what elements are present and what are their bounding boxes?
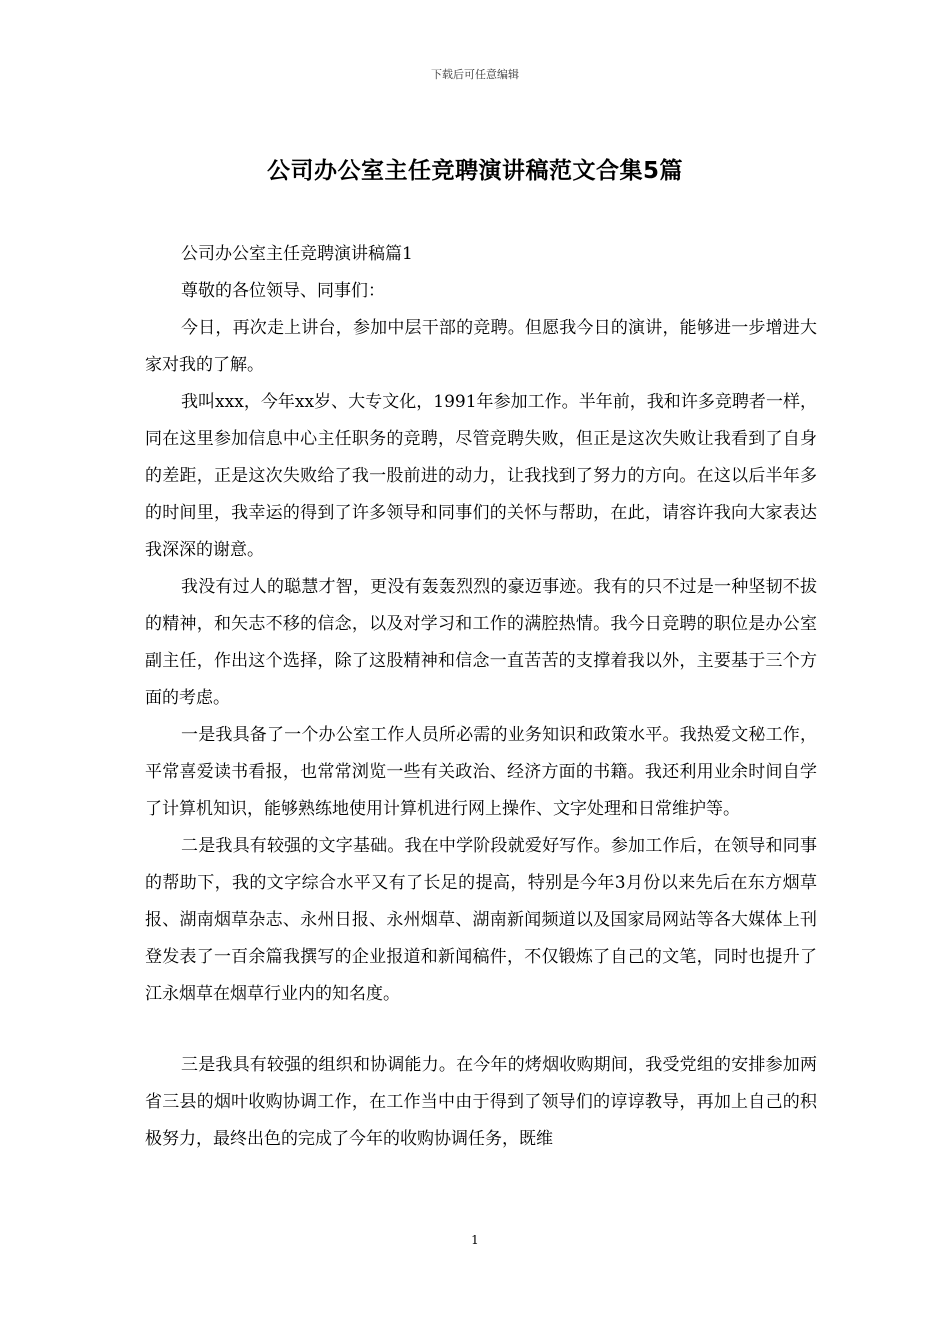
document-body <box>145 236 817 1158</box>
header-note: 下载后可任意编辑 <box>431 68 519 81</box>
paragraph: 三是我具有较强的组织和协调能力。在今年的烤烟收购期间，我受党组的安排参加两省三县的烟叶收购协调工作，在工作当中由于得到了领导们的谆谆教导，再加上自己的积极努力，最终出色的完成了今年的收购协调任务，既维 <box>145 1055 817 1149</box>
paragraph: 今日，再次走上讲台，参加中层干部的竞聘。但愿我今日的演讲，能够进一步增进大家对我的了解。 <box>145 318 817 375</box>
page-number: 1 <box>471 1233 479 1247</box>
paragraph: 我叫xxx，今年xx岁、大专文化，1991年参加工作。半年前，我和许多竞聘者一样，同在这里参加信息中心主任职务的竞聘，尽管竞聘失败，但正是这次失败让我看到了自身的差距，正是这次失败给了我一股前进的动力，让我找到了努力的方向。在这以后半年多的时间里，我幸运的得到了许多领导和同事们的关怀与帮助，在此，请容许我向大家表达我深深的谢意。 <box>145 392 817 560</box>
paragraph: 一是我具备了一个办公室工作人员所必需的业务知识和政策水平。我热爱文秘工作，平常喜爱读书看报，也常常浏览一些有关政治、经济方面的书籍。我还利用业余时间自学了计算机知识，能够熟练地使用计算机进行网上操作、文字处理和日常维护等。 <box>145 725 817 819</box>
paragraph-section-heading: 公司办公室主任竞聘演讲稿篇1 <box>181 244 413 264</box>
paragraph: 我没有过人的聪慧才智，更没有轰轰烈烈的豪迈事迹。我有的只不过是一种坚韧不拔的精神，和矢志不移的信念，以及对学习和工作的满腔热情。我今日竞聘的职位是办公室副主任，作出这个选择，除了这股精神和信念一直苦苦的支撑着我以外，主要基于三个方面的考虑。 <box>145 577 817 708</box>
paragraph-salutation: 尊敬的各位领导、同事们： <box>181 281 385 301</box>
paragraph: 二是我具有较强的文字基础。我在中学阶段就爱好写作。参加工作后，在领导和同事的帮助下，我的文字综合水平又有了长足的提高，特别是今年3月份以来先后在东方烟草报、湖南烟草杂志、永州日报、永州烟草、湖南新闻频道以及国家局网站等各大媒体上刊登发表了一百余篇我撰写的企业报道和新闻稿件，不仅锻炼了自己的文笔，同时也提升了江永烟草在烟草行业内的知名度。 <box>145 836 817 1004</box>
document-title: 公司办公室主任竞聘演讲稿范文合集5篇 <box>266 158 683 184</box>
